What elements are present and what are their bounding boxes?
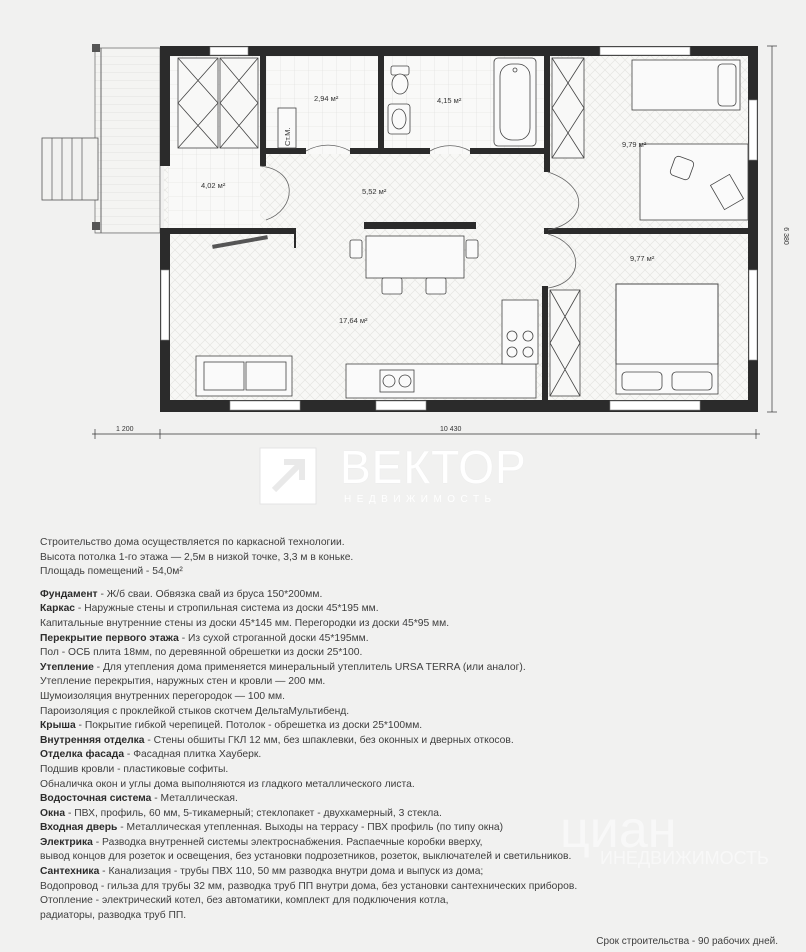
spec-text: Площадь помещений - 54,0м² bbox=[40, 566, 183, 578]
spec-line bbox=[40, 734, 780, 749]
spec-text: Утепление перекрытия, наружных стен и кровли — 200 мм. bbox=[40, 676, 326, 688]
spec-line bbox=[40, 778, 780, 793]
spec-line bbox=[40, 705, 780, 720]
spec-line bbox=[40, 719, 780, 734]
utility-closet bbox=[278, 108, 296, 148]
spec-line bbox=[40, 646, 780, 661]
room-area-corridor: 5,52 м² bbox=[362, 187, 387, 196]
spec-line bbox=[40, 894, 780, 909]
dimension-terrace: 1 200 bbox=[116, 426, 134, 433]
watermark-sub: ИНЕДВИЖИМОСТЬ bbox=[600, 848, 769, 868]
spec-line bbox=[40, 632, 780, 647]
spec-text: - Для утепления дома применяется минеральный утеплитель URSA TERRA (или аналог). bbox=[93, 661, 526, 673]
bed-1 bbox=[632, 60, 740, 110]
room-area-hall: 4,02 м² bbox=[201, 181, 226, 190]
closet-label: Ст.М. bbox=[283, 127, 292, 146]
spec-heading: Внутренняя отделка bbox=[40, 734, 145, 746]
spec-text: - Разводка внутренней системы электроснабжения. Распаечные коробки вверху, bbox=[92, 836, 483, 848]
spec-line bbox=[40, 880, 780, 895]
spec-text: Пароизоляция с проклейкой стыков скотчем ДельтаМультибенд. bbox=[40, 705, 350, 717]
desk bbox=[640, 144, 748, 220]
spec-line bbox=[40, 690, 780, 705]
spec-text: Водопровод - гильза для трубы 32 мм, разводка труб ПП внутри дома, без установки сантехнических приборов. bbox=[40, 880, 578, 892]
logo-mark-icon bbox=[258, 446, 330, 506]
spec-text: Высота потолка 1-го этажа — 2,5м в низкой точке, 3,3 м в коньке. bbox=[40, 551, 354, 563]
spec-gap bbox=[40, 580, 780, 588]
spec-heading: Отделка фасада bbox=[40, 749, 125, 761]
spec-text: радиаторы, разводка труб ПП. bbox=[40, 909, 187, 921]
spec-heading: Утепление bbox=[40, 661, 94, 673]
spec-text: - Покрытие гибкой черепицей. Потолок - обрешетка из доски 25*100мм. bbox=[75, 720, 423, 732]
spec-heading: Каркас bbox=[40, 603, 76, 615]
toilet bbox=[391, 66, 409, 94]
spec-text: - Канализация - трубы ПВХ 110, 50 мм разводка внутри дома и выпуск из дома; bbox=[99, 866, 484, 878]
spec-text: - Фасадная плитка Хауберк. bbox=[124, 749, 262, 761]
spec-line bbox=[40, 748, 780, 763]
spec-heading: Водосточная система bbox=[40, 793, 152, 805]
logo-brand: ВЕКТОР bbox=[340, 441, 527, 493]
spec-line bbox=[40, 602, 780, 617]
spec-text: - Наружные стены и стропильная система из доски 45*195 мм. bbox=[75, 603, 379, 615]
spec-text: вывод концов для розеток и освещения, без установки подрозетников, розеток, выключателей и светильников. bbox=[40, 851, 572, 863]
sofa bbox=[196, 356, 292, 396]
entrance-steps bbox=[42, 138, 98, 200]
logo-subtitle: НЕДВИЖИМОСТЬ bbox=[344, 494, 497, 505]
spec-heading: Входная дверь bbox=[40, 822, 118, 834]
spec-heading: Фундамент bbox=[40, 588, 98, 600]
spec-line bbox=[40, 763, 780, 778]
sink bbox=[388, 104, 410, 134]
room-area-bath2: 4,15 м² bbox=[437, 96, 462, 105]
spec-text: - Металлическая утепленная. Выходы на террасу - ПВХ профиль (по типу окна) bbox=[117, 822, 504, 834]
spec-text: - Стены обшиты ГКЛ 12 мм, без шпаклевки, без оконных и дверных откосов. bbox=[144, 734, 514, 746]
construction-time: Срок строительства - 90 рабочих дней. bbox=[596, 936, 778, 947]
spec-heading: Крыша bbox=[40, 720, 76, 732]
spec-line bbox=[40, 675, 780, 690]
spec-text: Отопление - электрический котел, без автоматики, комплект для подключения котла, bbox=[40, 895, 449, 907]
bathtub bbox=[494, 58, 536, 146]
bed-2 bbox=[616, 284, 718, 394]
spec-text: Обналичка окон и углы дома выполняются из гладкого металлического листа. bbox=[40, 778, 415, 790]
spec-line bbox=[40, 661, 780, 676]
room-area-living: 17,64 м² bbox=[339, 316, 368, 325]
vektor-logo bbox=[258, 440, 558, 514]
spec-line bbox=[40, 565, 780, 580]
spec-line bbox=[40, 536, 780, 551]
spec-heading: Электрика bbox=[40, 836, 93, 848]
room-area-bedroom1: 9,79 м² bbox=[622, 140, 647, 149]
spec-text: - Ж/б сваи. Обвязка свай из бруса 150*200мм. bbox=[97, 588, 323, 600]
spec-text: Подшив кровли - пластиковые софиты. bbox=[40, 763, 229, 775]
spec-text: Пол - ОСБ плита 18мм, по деревянной обрешетки из доски 25*100. bbox=[40, 647, 363, 659]
watermark: циан bbox=[560, 801, 677, 859]
spec-heading: Окна bbox=[40, 807, 66, 819]
spec-text: Капитальные внутренние стены из доски 45*145 мм. Перегородки из доски 45*95 мм. bbox=[40, 617, 450, 629]
spec-line bbox=[40, 617, 780, 632]
spec-line bbox=[40, 551, 780, 566]
room-area-bath1: 2,94 м² bbox=[314, 94, 339, 103]
floor-plan bbox=[0, 0, 806, 450]
spec-heading: Перекрытие первого этажа bbox=[40, 632, 179, 644]
spec-text: Шумоизоляция внутренних перегородок — 100 мм. bbox=[40, 690, 285, 702]
spec-text: Строительство дома осуществляется по каркасной технологии. bbox=[40, 537, 345, 548]
spec-text: - Металлическая. bbox=[151, 793, 238, 805]
spec-heading: Сантехника bbox=[40, 866, 100, 878]
spec-text: - Из сухой строганной доски 45*195мм. bbox=[178, 632, 369, 644]
spec-line bbox=[40, 909, 780, 924]
spec-line bbox=[40, 588, 780, 603]
terrace bbox=[92, 44, 160, 233]
dimension-total-width: 10 430 bbox=[440, 426, 462, 433]
spec-text: - ПВХ, профиль, 60 мм, 5-тикамерный; стеклопакет - двухкамерный, 3 стекла. bbox=[65, 807, 442, 819]
dimension-height: 6 380 bbox=[782, 227, 789, 245]
room-area-bedroom2: 9,77 м² bbox=[630, 254, 655, 263]
